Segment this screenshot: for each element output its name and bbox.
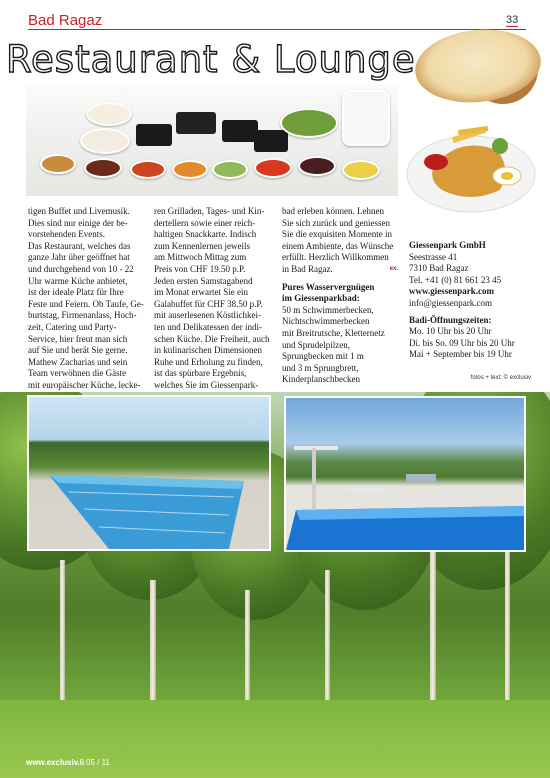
footer-url[interactable]: www.exclusiv.li xyxy=(26,758,85,767)
text-line: Uhr warme Küche anbietet, xyxy=(28,275,128,286)
address-street: Seestrasse 41 xyxy=(409,251,458,262)
text-line: in kulinarischen Dimensionen xyxy=(154,345,262,356)
text-line: erfüllt. Herzlich Willkommen xyxy=(282,252,389,263)
text-line: Das Restaurant, welches das xyxy=(28,240,131,251)
text-line: zum Kennenlernen jeweils xyxy=(154,240,250,251)
text-line: Dies sind nur einige der be- xyxy=(28,217,128,228)
text-line: Mathew Zacharias und sein xyxy=(28,356,128,367)
contact-box xyxy=(409,240,539,385)
photo-credit: fotos + text: © exclusiv xyxy=(470,374,531,381)
text-line: ten und Delikatessen der indi- xyxy=(154,321,262,332)
company-name: Giessenpark GmbH xyxy=(409,240,486,250)
text-line: dertellern sowie einer reich- xyxy=(154,217,256,228)
phone-number: Tel. +41 (0) 81 661 23 45 xyxy=(409,274,502,285)
pool-line: Sprungbecken mit 1 m xyxy=(282,351,364,362)
article-column-1 xyxy=(28,206,146,392)
text-line: ren Grilladen, Tages- und Kin- xyxy=(154,206,265,216)
pool-line: Nichtschwimmerbecken xyxy=(282,316,370,327)
article-column-3 xyxy=(282,206,398,386)
text-line: ganze Jahr über geöffnet hat xyxy=(28,252,130,263)
hours-line: Mo. 10 Uhr bis 20 Uhr xyxy=(409,326,492,337)
text-line: am Mittwoch Mittag zum xyxy=(154,252,247,263)
pool-line: 50 m Schwimmerbecken, xyxy=(282,304,374,315)
address-city: 7310 Bad Ragaz xyxy=(409,263,469,274)
pool-line: Kinderplanschbecken xyxy=(282,374,360,385)
text-line: in Bad Ragaz. xyxy=(282,263,333,274)
text-line: ist der ideale Platz für Ihre xyxy=(28,287,124,298)
website-link[interactable]: www.giessenpark.com xyxy=(409,286,494,297)
text-line: Preis von CHF 19.50 p.P. xyxy=(154,263,246,274)
text-line: Feste und Feiern. Ob Taufe, Ge- xyxy=(28,298,144,309)
pool-line: mit Breitrutsche, Kletternetz xyxy=(282,327,385,338)
text-line: zeit, Catering und Party- xyxy=(28,321,117,332)
text-line: burtstag, Firmenanlass, Hoch- xyxy=(28,310,137,321)
schnitzel-photo xyxy=(404,118,538,218)
pool-photo-2 xyxy=(284,396,526,552)
text-line: bad erleben können. Lehnen xyxy=(282,206,384,216)
hours-line: Mai + September bis 19 Uhr xyxy=(409,349,512,360)
header-rule xyxy=(28,29,526,30)
text-line: welches Sie im Giessenpark- xyxy=(154,379,259,390)
text-line: Galabuffet für CHF 38.50 p.P. xyxy=(154,298,263,309)
article-column-2 xyxy=(154,206,272,392)
text-line: und durchgehend von 10 - 22 xyxy=(28,263,134,274)
page-number: 33 xyxy=(506,14,519,26)
section-label: Bad Ragaz xyxy=(28,12,103,29)
pool-heading: im Giessenparkbad: xyxy=(282,293,360,304)
text-line: Sie die exquisiten Momente in xyxy=(282,229,392,240)
hours-line: Di. bis So. 09 Uhr bis 20 Uhr xyxy=(409,337,515,348)
text-line: Jeden ersten Samstagabend xyxy=(154,275,253,286)
text-line: vorstehenden Events. xyxy=(28,229,105,240)
text-line: tigen Buffet und Livemusik. xyxy=(28,206,130,216)
text-line: Service, hier freut man sich xyxy=(28,333,128,344)
pool-heading: Pures Wasservergnügen xyxy=(282,281,375,292)
text-line: einem Ambiente, das Wünsche xyxy=(282,240,394,251)
pool-line: und 3 m Sprungbrett, xyxy=(282,362,359,373)
email-link[interactable]: info@giessenpark.com xyxy=(409,297,493,308)
text-line: Team verwöhnen die Gäste xyxy=(28,368,127,379)
text-line: mit europäischer Küche, lecke- xyxy=(28,379,141,390)
text-line: Sie sich zurück und geniessen xyxy=(282,217,390,228)
text-line: ist das spürbare Ergebnis, xyxy=(154,368,247,379)
pool-photo-1 xyxy=(27,395,271,551)
text-line: mit auserlesenen Köstlichkei- xyxy=(154,310,261,321)
text-line: auf Sie und berät Sie gerne. xyxy=(28,345,128,356)
buffet-photo xyxy=(26,84,398,196)
text-line: haltigen Snackkarte. Indisch xyxy=(154,229,257,240)
text-line: schen Küche. Die Freiheit, auch xyxy=(154,333,270,344)
pool-line: und Sprudelpilzen, xyxy=(282,339,350,350)
text-line: im Monat erwartet Sie ein xyxy=(154,287,248,298)
end-mark: ex. xyxy=(389,265,398,272)
page-title: Restaurant & Lounge xyxy=(6,38,416,81)
text-line: Ruhe und Erholung zu finden, xyxy=(154,356,263,367)
footer-issue: 05 / 11 xyxy=(86,758,110,767)
hours-heading: Badi-Öffnungszeiten: xyxy=(409,314,492,325)
